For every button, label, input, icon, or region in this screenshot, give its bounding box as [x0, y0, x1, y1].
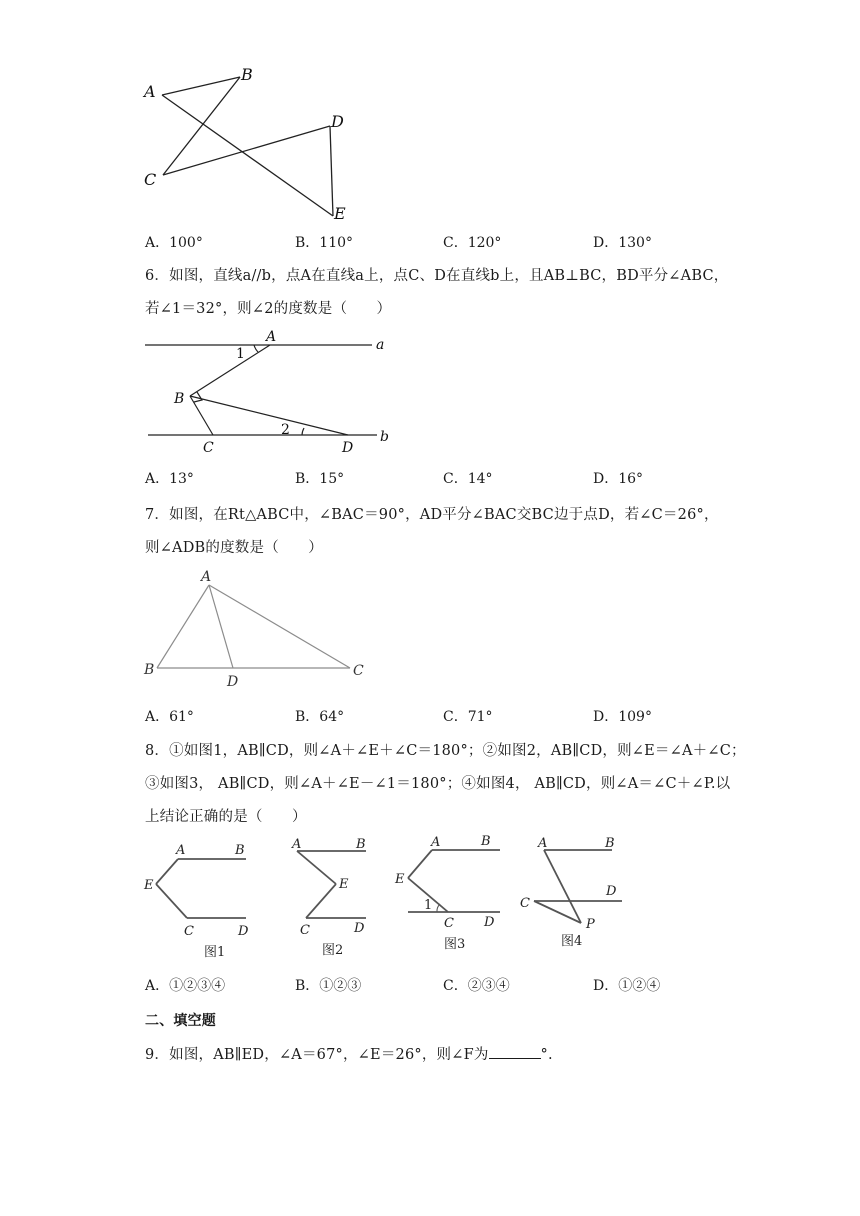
- q6-label-b: B: [174, 391, 185, 407]
- q7-option-a[interactable]: A．61°: [145, 709, 194, 725]
- q6-option-a[interactable]: A．13°: [145, 471, 194, 487]
- q8-options: [145, 975, 745, 997]
- q5-label-a: A: [144, 82, 156, 101]
- q8-fig2-label-c: C: [300, 923, 310, 938]
- q7-text-line2: 则∠ADB的度数是（ ）: [145, 540, 324, 556]
- q6-label-d: D: [342, 440, 354, 456]
- q8-fig4-label-b: B: [605, 836, 615, 851]
- q8-fig2-label-a: A: [292, 837, 302, 852]
- q7-option-d[interactable]: D．109°: [593, 709, 652, 725]
- q5-option-b[interactable]: B．110°: [295, 235, 354, 251]
- q6-text-line1: 6．如图，直线a//b，点A在直线a上，点C、D在直线b上，且AB⊥BC，BD平分∠ABC，: [145, 268, 729, 284]
- q6-option-b[interactable]: B．15°: [295, 471, 345, 487]
- q8-option-a[interactable]: A．①②③④: [145, 978, 226, 994]
- q8-option-b[interactable]: B．①②③: [295, 978, 362, 994]
- q8-fig3-label-b: B: [481, 834, 491, 849]
- q6-label-line-a: a: [376, 337, 385, 353]
- q6-label-line-b: b: [380, 429, 389, 445]
- q6-label-c: C: [203, 440, 214, 456]
- q9-answer-blank[interactable]: [489, 1046, 541, 1059]
- q8-fig1-label-a: A: [176, 843, 186, 858]
- q8-fig3-caption: 图3: [444, 937, 466, 952]
- q6-figure: [140, 328, 400, 458]
- q8-text-line1: 8．①如图1，AB∥CD，则∠A＋∠E＋∠C＝180°；②如图2，AB∥CD，则∠E＝∠A＋∠C；: [145, 743, 746, 759]
- q5-label-d: D: [331, 112, 344, 131]
- q5-option-a[interactable]: A．100°: [145, 235, 203, 251]
- q9-text: [145, 1043, 553, 1064]
- q8-fig1-label-b: B: [235, 843, 245, 858]
- q8-fig1-label-c: C: [184, 924, 194, 939]
- q7-label-a: A: [201, 569, 212, 585]
- q8-option-c[interactable]: C．②③④: [443, 978, 510, 994]
- q7-option-c[interactable]: C．71°: [443, 709, 493, 725]
- q7-figure: [140, 566, 380, 696]
- q8-fig3-label-c: C: [444, 916, 454, 931]
- q5-label-b: B: [241, 65, 253, 84]
- q6-label-two: 2: [281, 422, 290, 438]
- q5-figure: [140, 64, 360, 224]
- q8-fig1-label-e: E: [144, 878, 154, 893]
- q8-fig4-label-a: A: [538, 836, 548, 851]
- q8-fig2-label-d: D: [354, 921, 365, 936]
- q5-options: [145, 232, 745, 254]
- q8-fig3-label-d: D: [484, 915, 495, 930]
- q9-suffix: °.: [540, 1047, 553, 1063]
- q7-options: [145, 706, 745, 728]
- q5-label-e: E: [334, 204, 346, 223]
- q8-fig3-label-e: E: [395, 872, 405, 887]
- q8-fig2-caption: 图2: [322, 943, 344, 958]
- q6-option-d[interactable]: D．16°: [593, 471, 644, 487]
- q5-label-c: C: [144, 170, 157, 189]
- section-title: 二、填空题: [145, 1013, 216, 1029]
- q8-text-line2: ③如图3， AB∥CD，则∠A＋∠E－∠1＝180°；④如图4， AB∥CD，则∠A＝∠C＋∠P.以: [145, 776, 731, 792]
- q5-option-c[interactable]: C．120°: [443, 235, 502, 251]
- q8-fig4-label-d: D: [606, 884, 617, 899]
- q7-text-line1: 7．如图，在Rt△ABC中，∠BAC＝90°，AD平分∠BAC交BC边于点D，若∠C＝26°，: [145, 507, 719, 523]
- q8-fig3-label-a: A: [431, 835, 441, 850]
- q8-fig4-label-p: P: [586, 917, 595, 932]
- q7-label-b: B: [144, 662, 155, 678]
- q6-label-a: A: [266, 329, 277, 345]
- q6-option-c[interactable]: C．14°: [443, 471, 493, 487]
- q7-label-d: D: [227, 674, 239, 690]
- q7-label-c: C: [353, 663, 364, 679]
- q8-figures: [140, 832, 640, 962]
- q8-fig4-label-c: C: [520, 896, 530, 911]
- q8-fig2-label-b: B: [356, 837, 366, 852]
- q7-option-b[interactable]: B．64°: [295, 709, 345, 725]
- q8-fig4-caption: 图4: [561, 934, 583, 949]
- q8-option-d[interactable]: D．①②④: [593, 978, 661, 994]
- q5-option-d[interactable]: D．130°: [593, 235, 652, 251]
- q9-prefix: 9．如图，AB∥ED，∠A＝67°，∠E＝26°，则∠F为: [145, 1047, 489, 1063]
- q6-text-line2: 若∠1＝32°，则∠2的度数是（ ）: [145, 301, 392, 317]
- q8-fig1-label-d: D: [238, 924, 249, 939]
- q6-options: [145, 468, 745, 490]
- q8-fig1-caption: 图1: [204, 945, 226, 960]
- q8-fig3-label-one: 1: [424, 898, 433, 913]
- q8-fig2-label-e: E: [339, 877, 349, 892]
- q8-text-line3: 上结论正确的是（ ）: [145, 809, 307, 825]
- q6-label-one: 1: [236, 346, 245, 362]
